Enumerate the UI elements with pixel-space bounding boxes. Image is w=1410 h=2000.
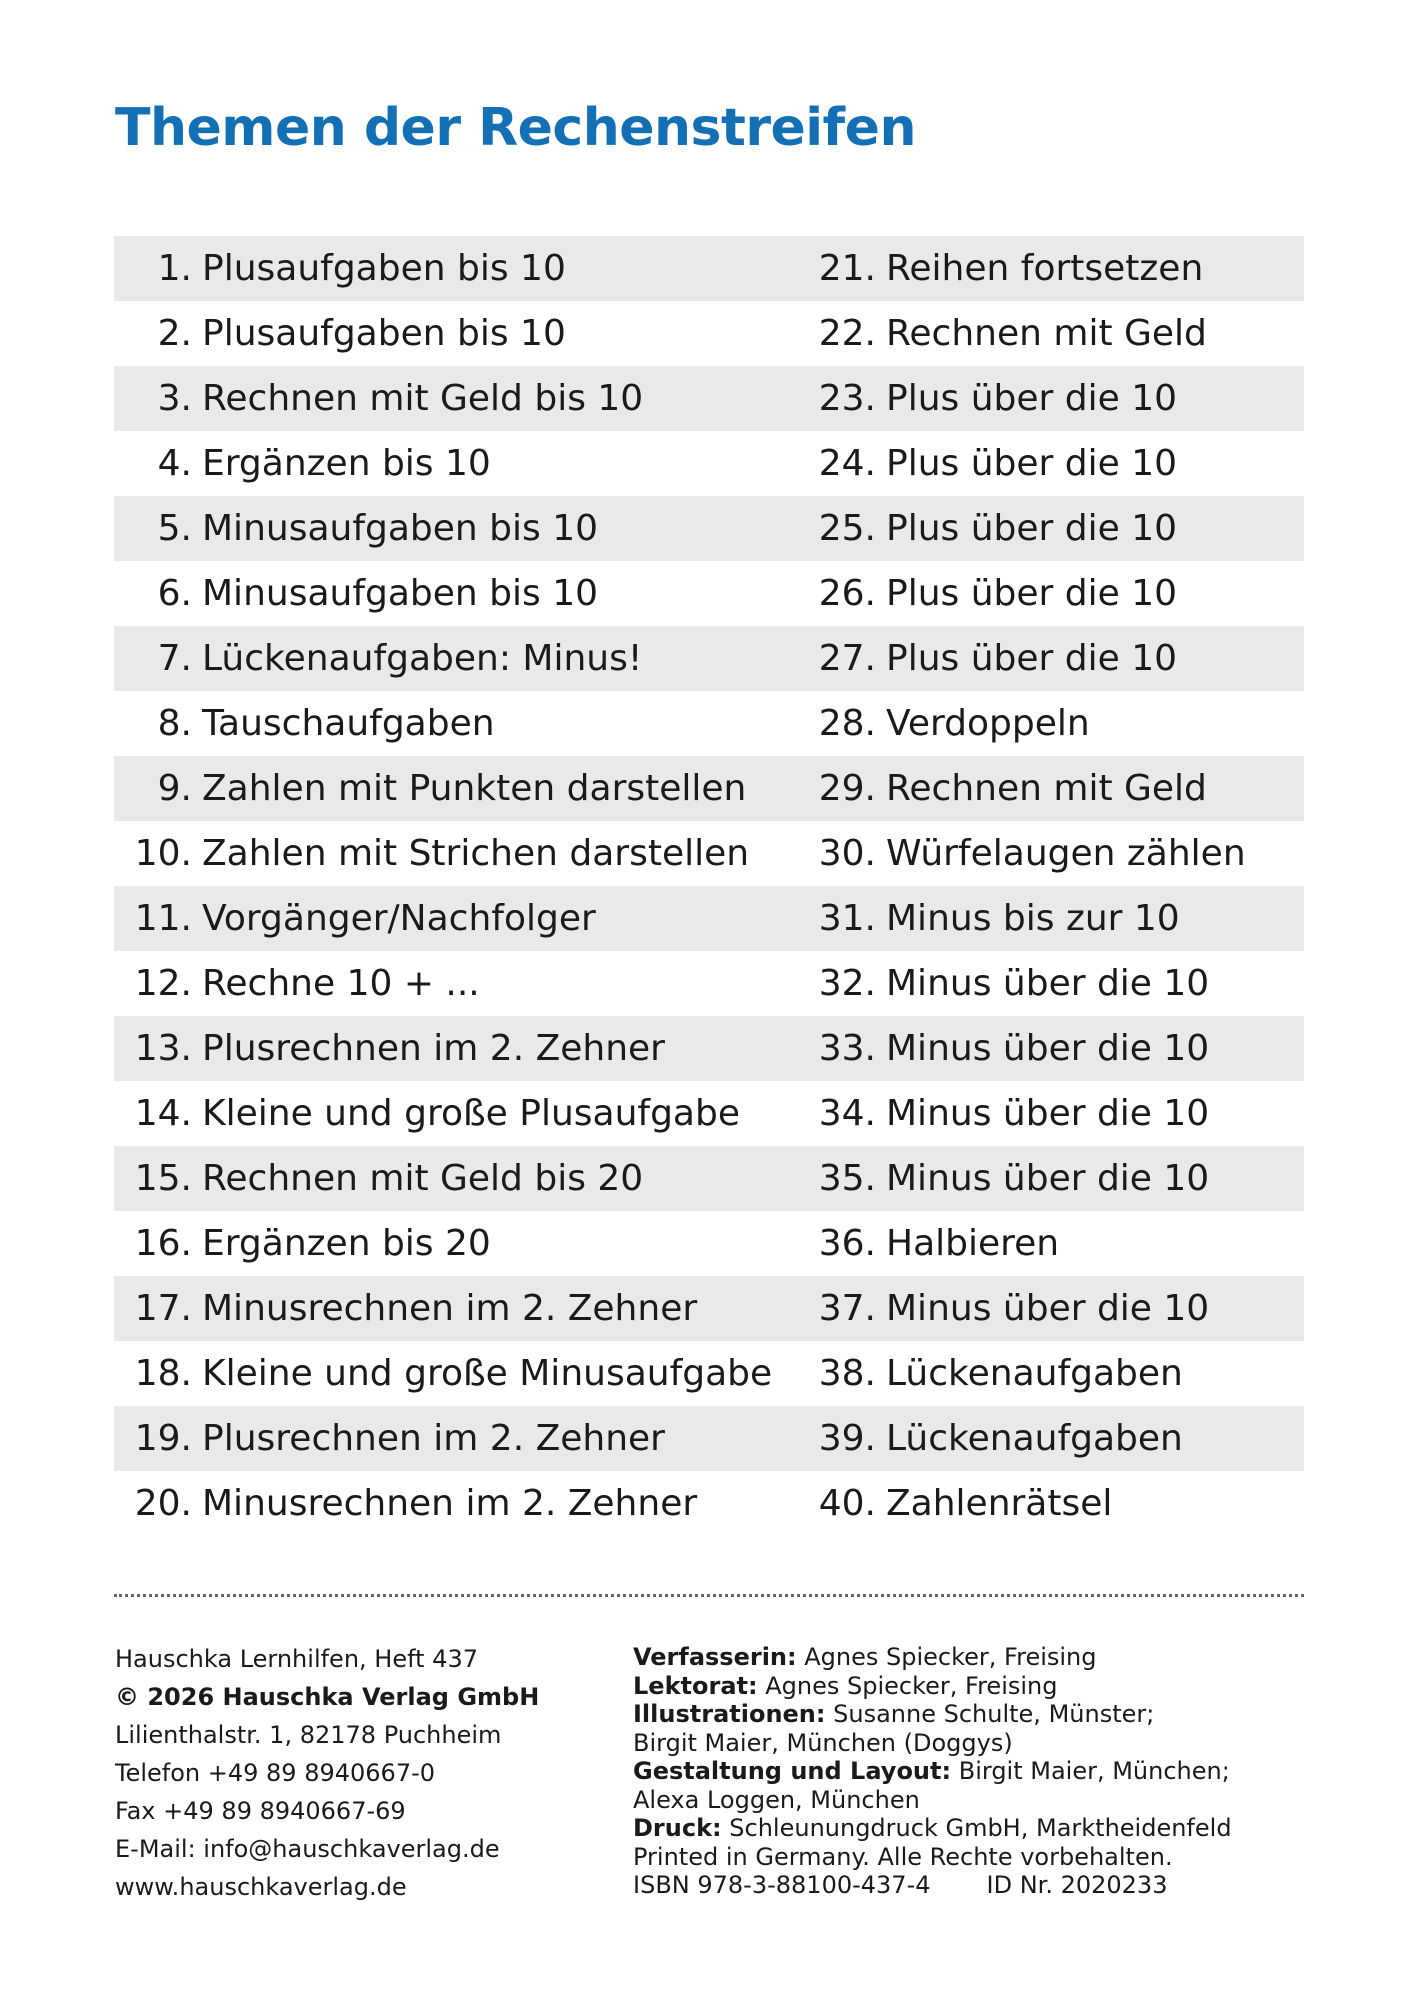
topic-label: Plusrechnen im 2. Zehner <box>202 1028 665 1069</box>
topic-number: 26. <box>818 573 876 614</box>
illustrations-label: Illustrationen: <box>633 1700 826 1728</box>
topic-row <box>114 626 1304 691</box>
illustrations-value-2: Birgit Maier, München (Doggys) <box>633 1728 1013 1757</box>
topic-label: Kleine und große Minusaufgabe <box>202 1353 773 1394</box>
topic-cell-left <box>114 691 792 756</box>
topic-row <box>114 756 1304 821</box>
topic-number: 14. <box>134 1093 192 1134</box>
topic-number: 16. <box>134 1223 192 1264</box>
editor-label: Lektorat: <box>633 1671 758 1700</box>
topic-number: 8. <box>157 703 192 744</box>
topic-label: Zahlen mit Strichen darstellen <box>202 833 750 874</box>
topic-cell-right <box>792 1016 1209 1081</box>
topic-number: 21. <box>818 248 876 289</box>
topic-label: Minus über die 10 <box>886 1158 1210 1199</box>
topic-label: Minusaufgaben bis 10 <box>202 508 599 549</box>
topic-number: 39. <box>818 1418 876 1459</box>
topic-label: Plus über die 10 <box>886 638 1178 679</box>
fax-line: Fax +49 89 8940667-69 <box>115 1797 406 1825</box>
topic-number: 37. <box>818 1288 876 1329</box>
topic-label: Rechne 10 + ... <box>202 963 480 1004</box>
topic-cell-left <box>114 756 792 821</box>
topic-label: Rechnen mit Geld <box>886 768 1207 809</box>
topic-label: Ergänzen bis 20 <box>202 1223 491 1264</box>
topic-cell-left <box>114 626 792 691</box>
topic-cell-right <box>792 886 1180 951</box>
topic-cell-right <box>792 561 1177 626</box>
topic-number: 4. <box>157 443 192 484</box>
series-line: Hauschka Lernhilfen, Heft 437 <box>115 1645 478 1673</box>
topic-row <box>114 951 1304 1016</box>
topic-row <box>114 236 1304 301</box>
email-line: E-Mail: info@hauschkaverlag.de <box>115 1835 500 1863</box>
topic-cell-right <box>792 1276 1209 1341</box>
print-line <box>633 1814 1232 1843</box>
topic-label: Minus über die 10 <box>886 1093 1210 1134</box>
topic-number: 17. <box>134 1288 192 1329</box>
topic-cell-left <box>114 951 792 1016</box>
topic-number: 19. <box>134 1418 192 1459</box>
topic-number: 31. <box>818 898 876 939</box>
topic-number: 10. <box>134 833 192 874</box>
topic-row <box>114 1211 1304 1276</box>
topic-number: 15. <box>134 1158 192 1199</box>
topic-number: 6. <box>157 573 192 614</box>
topic-cell-right <box>792 366 1177 431</box>
topic-label: Minusrechnen im 2. Zehner <box>202 1483 698 1524</box>
topic-number: 35. <box>818 1158 876 1199</box>
topic-number: 9. <box>157 768 192 809</box>
topic-number: 13. <box>134 1028 192 1069</box>
print-value: Schleunungdruck GmbH, Marktheidenfeld <box>729 1814 1232 1842</box>
topic-number: 11. <box>134 898 192 939</box>
topic-cell-left <box>114 1471 792 1536</box>
topic-cell-left <box>114 821 792 886</box>
topic-label: Zahlen mit Punkten darstellen <box>202 768 747 809</box>
dotted-divider <box>114 1594 1304 1597</box>
page-title: Themen der Rechenstreifen <box>115 98 916 158</box>
author-value: Agnes Spiecker, Freising <box>804 1643 1097 1671</box>
topic-cell-right <box>792 1471 1112 1536</box>
editor-line <box>633 1672 1232 1701</box>
topic-number: 25. <box>818 508 876 549</box>
topic-row <box>114 886 1304 951</box>
topic-cell-left <box>114 496 792 561</box>
illustrations-value-1: Susanne Schulte, Münster; <box>833 1700 1155 1728</box>
design-value-1: Birgit Maier, München; <box>958 1757 1230 1785</box>
isbn-value: ISBN 978-3-88100-437-4 <box>633 1871 931 1899</box>
topic-cell-right <box>792 1211 1059 1276</box>
topic-cell-right <box>792 626 1177 691</box>
topic-label: Plusrechnen im 2. Zehner <box>202 1418 665 1459</box>
topic-number: 34. <box>818 1093 876 1134</box>
topic-row <box>114 1406 1304 1471</box>
topic-label: Minus über die 10 <box>886 963 1210 1004</box>
topic-label: Zahlenrätsel <box>886 1483 1113 1524</box>
topic-cell-right <box>792 1341 1183 1406</box>
design-line <box>633 1757 1232 1786</box>
topic-label: Vorgänger/Nachfolger <box>202 898 596 939</box>
topic-cell-left <box>114 431 792 496</box>
topic-number: 32. <box>818 963 876 1004</box>
topic-row <box>114 366 1304 431</box>
topic-label: Minus über die 10 <box>886 1288 1210 1329</box>
topic-number: 12. <box>134 963 192 1004</box>
credits-block <box>633 1643 1232 1900</box>
topic-label: Rechnen mit Geld <box>886 313 1207 354</box>
topic-number: 30. <box>818 833 876 874</box>
topic-number: 1. <box>157 248 192 289</box>
topic-label: Verdoppeln <box>886 703 1090 744</box>
topic-number: 36. <box>818 1223 876 1264</box>
topic-cell-right <box>792 821 1246 886</box>
topic-cell-right <box>792 431 1177 496</box>
topic-label: Minusrechnen im 2. Zehner <box>202 1288 698 1329</box>
address-line: Lilienthalstr. 1, 82178 Puchheim <box>115 1721 502 1749</box>
topic-cell-right <box>792 1406 1183 1471</box>
phone-line: Telefon +49 89 8940667-0 <box>115 1759 436 1787</box>
topic-number: 33. <box>818 1028 876 1069</box>
topic-number: 7. <box>157 638 192 679</box>
topic-label: Lückenaufgaben <box>886 1353 1183 1394</box>
topic-row <box>114 821 1304 886</box>
topic-cell-left <box>114 301 792 366</box>
topic-label: Minus bis zur 10 <box>886 898 1180 939</box>
topic-cell-right <box>792 1081 1209 1146</box>
rights-line: Printed in Germany. Alle Rechte vorbehalten. <box>633 1842 1173 1871</box>
topic-number: 27. <box>818 638 876 679</box>
topic-number: 2. <box>157 313 192 354</box>
topic-cell-left <box>114 1016 792 1081</box>
topic-cell-right <box>792 756 1207 821</box>
topic-cell-left <box>114 1211 792 1276</box>
design-value-2: Alexa Loggen, München <box>633 1785 920 1814</box>
topic-row <box>114 496 1304 561</box>
topic-label: Plus über die 10 <box>886 508 1178 549</box>
topic-row <box>114 1276 1304 1341</box>
topic-cell-right <box>792 691 1090 756</box>
topic-row <box>114 1341 1304 1406</box>
id-number: ID Nr. 2020233 <box>986 1871 1168 1899</box>
topic-cell-left <box>114 366 792 431</box>
topic-label: Rechnen mit Geld bis 20 <box>202 1158 644 1199</box>
topic-number: 23. <box>818 378 876 419</box>
topic-cell-left <box>114 1146 792 1211</box>
topic-cell-right <box>792 951 1209 1016</box>
topic-label: Plus über die 10 <box>886 443 1178 484</box>
topics-table <box>114 236 1304 1536</box>
illustrations-line <box>633 1700 1232 1729</box>
website-line: www.hauschkaverlag.de <box>115 1873 407 1901</box>
topic-row <box>114 431 1304 496</box>
topic-number: 20. <box>134 1483 192 1524</box>
topic-cell-right <box>792 301 1207 366</box>
topic-cell-left <box>114 1341 792 1406</box>
topic-row <box>114 691 1304 756</box>
topic-row <box>114 1081 1304 1146</box>
topic-label: Minusaufgaben bis 10 <box>202 573 599 614</box>
copyright-line: © 2026 Hauschka Verlag GmbH <box>115 1683 540 1711</box>
topic-label: Rechnen mit Geld bis 10 <box>202 378 644 419</box>
topic-label: Lückenaufgaben <box>886 1418 1183 1459</box>
topic-number: 22. <box>818 313 876 354</box>
author-line <box>633 1643 1232 1672</box>
publisher-imprint <box>115 1640 539 1906</box>
print-label: Druck: <box>633 1814 722 1842</box>
topic-number: 18. <box>134 1353 192 1394</box>
topic-label: Ergänzen bis 10 <box>202 443 491 484</box>
topic-cell-left <box>114 1276 792 1341</box>
topic-label: Würfelaugen zählen <box>886 833 1246 874</box>
topic-number: 28. <box>818 703 876 744</box>
topic-number: 3. <box>157 378 192 419</box>
topic-label: Plus über die 10 <box>886 378 1178 419</box>
topic-label: Lückenaufgaben: Minus! <box>202 638 643 679</box>
topic-cell-left <box>114 236 792 301</box>
topic-label: Plusaufgaben bis 10 <box>202 313 566 354</box>
topic-label: Tauschaufgaben <box>202 703 495 744</box>
topic-row <box>114 1471 1304 1536</box>
topic-cell-left <box>114 561 792 626</box>
topic-label: Minus über die 10 <box>886 1028 1210 1069</box>
topic-row <box>114 1016 1304 1081</box>
topic-cell-left <box>114 1406 792 1471</box>
topic-number: 5. <box>157 508 192 549</box>
author-label: Verfasserin: <box>633 1643 797 1671</box>
topic-label: Plusaufgaben bis 10 <box>202 248 566 289</box>
topic-row <box>114 561 1304 626</box>
topic-number: 38. <box>818 1353 876 1394</box>
topic-label: Plus über die 10 <box>886 573 1178 614</box>
topic-cell-right <box>792 1146 1209 1211</box>
design-label: Gestaltung und Layout: <box>633 1757 952 1785</box>
isbn-line <box>633 1871 1232 1900</box>
editor-value: Agnes Spiecker, Freising <box>765 1671 1058 1700</box>
topic-number: 24. <box>818 443 876 484</box>
topic-cell-left <box>114 1081 792 1146</box>
topic-label: Kleine und große Plusaufgabe <box>202 1093 740 1134</box>
topic-number: 29. <box>818 768 876 809</box>
topic-number: 40. <box>818 1483 876 1524</box>
topic-cell-right <box>792 236 1203 301</box>
topic-label: Halbieren <box>886 1223 1060 1264</box>
topic-cell-left <box>114 886 792 951</box>
topic-row <box>114 301 1304 366</box>
topic-row <box>114 1146 1304 1211</box>
topic-label: Reihen fortsetzen <box>886 248 1204 289</box>
topic-cell-right <box>792 496 1177 561</box>
